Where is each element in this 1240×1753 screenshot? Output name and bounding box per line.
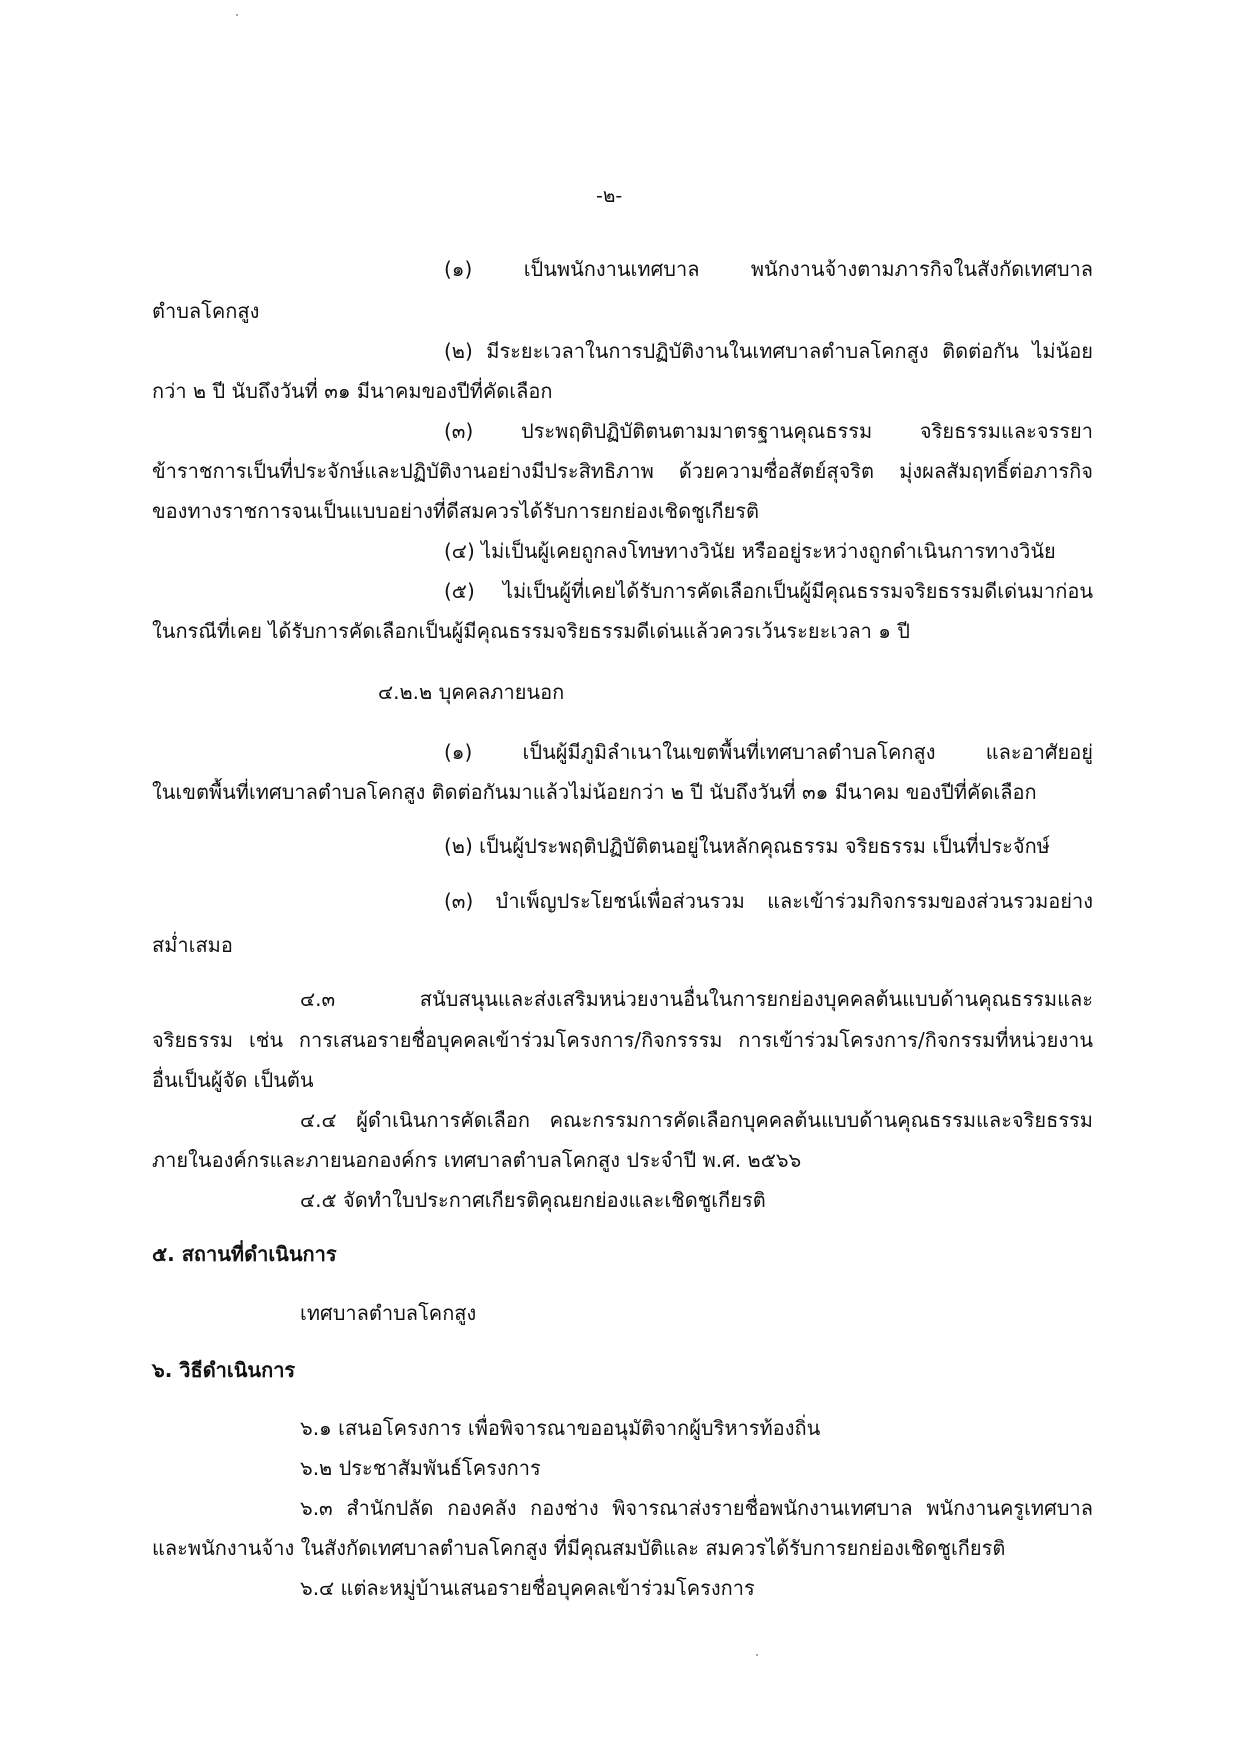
scan-speck <box>756 1654 758 1656</box>
text-line: เทศบาลตำบลโคกสูง <box>300 1301 477 1325</box>
section-heading: ๕. สถานที่ดำเนินการ <box>152 1242 337 1266</box>
text-line: ภายในองค์กรและภายนอกองค์กร เทศบาลตำบลโคกสูง ประจำปี พ.ศ. ๒๕๖๖ <box>152 1148 802 1172</box>
text-line: ๖.๒ ประชาสัมพันธ์โครงการ <box>300 1456 541 1480</box>
text-line: ในกรณีที่เคย ได้รับการคัดเลือกเป็นผู้มีคุณธรรมจริยธรรมดีเด่นแล้วควรเว้นระยะเวลา ๑ ปี <box>152 619 910 643</box>
text-line: กว่า ๒ ปี นับถึงวันที่ ๓๑ มีนาคมของปีที่คัดเลือก <box>152 379 553 403</box>
text-line: (๑) เป็นผู้มีภูมิลำเนาในเขตพื้นที่เทศบาลตำบลโคกสูง และอาศัยอยู่ <box>444 740 1093 764</box>
subsection-heading: ๔.๒.๒ บุคคลภายนอก <box>378 680 565 704</box>
text-line: ในเขตพื้นที่เทศบาลตำบลโคกสูง ติดต่อกันมาแล้วไม่น้อยกว่า ๒ ปี นับถึงวันที่ ๓๑ มีนาคม ของปีที่คัดเลือก <box>152 780 1037 804</box>
text-line: (๒) มีระยะเวลาในการปฏิบัติงานในเทศบาลตำบลโคกสูง ติดต่อกัน ไม่น้อย <box>444 339 1093 363</box>
text-line: ๖.๑ เสนอโครงการ เพื่อพิจารณาขออนุมัติจากผู้บริหารท้องถิ่น <box>300 1416 821 1440</box>
text-line: (๑) เป็นพนักงานเทศบาล พนักงานจ้างตามภารกิจในสังกัดเทศบาล <box>444 257 1093 281</box>
text-line: ๔.๔ ผู้ดำเนินการคัดเลือก คณะกรรมการคัดเลือกบุคคลต้นแบบด้านคุณธรรมและจริยธรรม <box>300 1108 1093 1132</box>
text-line: (๓) บำเพ็ญประโยชน์เพื่อส่วนรวม และเข้าร่วมกิจกรรมของส่วนรวมอย่าง <box>444 889 1093 913</box>
text-line: ๔.๕ จัดทำใบประกาศเกียรติคุณยกย่องและเชิดชูเกียรติ <box>300 1188 766 1212</box>
text-line: (๒) เป็นผู้ประพฤติปฏิบัติตนอยู่ในหลักคุณธรรม จริยธรรม เป็นที่ประจักษ์ <box>444 834 1050 858</box>
text-line: สม่ำเสมอ <box>152 933 233 957</box>
text-line: ๔.๓ สนับสนุนและส่งเสริมหน่วยงานอื่นในการยกย่องบุคคลต้นแบบด้านคุณธรรมและ <box>300 987 1093 1011</box>
text-line: ๖.๔ แต่ละหมู่บ้านเสนอรายชื่อบุคคลเข้าร่วมโครงการ <box>300 1576 755 1600</box>
text-line: (๕) ไม่เป็นผู้ที่เคยได้รับการคัดเลือกเป็นผู้มีคุณธรรมจริยธรรมดีเด่นมาก่อน <box>444 579 1093 603</box>
section-heading: ๖. วิธีดำเนินการ <box>152 1358 296 1382</box>
text-line: (๓) ประพฤติปฏิบัติตนตามมาตรฐานคุณธรรม จริยธรรมและจรรยา <box>444 419 1093 443</box>
text-line: อื่นเป็นผู้จัด เป็นต้น <box>152 1068 314 1092</box>
text-line: ๖.๓ สำนักปลัด กองคลัง กองช่าง พิจารณาส่งรายชื่อพนักงานเทศบาล พนักงานครูเทศบาล <box>300 1496 1093 1520</box>
scan-speck <box>236 14 238 16</box>
text-line: และพนักงานจ้าง ในสังกัดเทศบาลตำบลโคกสูง ที่มีคุณสมบัติและ สมควรได้รับการยกย่องเชิดชูเกียรติ <box>152 1536 1006 1560</box>
page-number: -๒- <box>596 185 623 207</box>
text-line: ข้าราชการเป็นที่ประจักษ์และปฏิบัติงานอย่างมีประสิทธิภาพ ด้วยความซื่อสัตย์สุจริต มุ่งผลสัมฤทธิ์ต่อภารกิจ <box>152 459 1093 483</box>
text-line: ตำบลโคกสูง <box>152 299 260 323</box>
text-line: จริยธรรม เช่น การเสนอรายชื่อบุคคลเข้าร่วมโครงการ/กิจกรรรม การเข้าร่วมโครงการ/กิจกรรมที่หน่วยงาน <box>152 1028 1093 1052</box>
text-line: ของทางราชการจนเป็นแบบอย่างที่ดีสมควรได้รับการยกย่องเชิดชูเกียรติ <box>152 499 760 523</box>
text-line: (๔) ไม่เป็นผู้เคยถูกลงโทษทางวินัย หรืออยู่ระหว่างถูกดำเนินการทางวินัย <box>444 539 1056 563</box>
